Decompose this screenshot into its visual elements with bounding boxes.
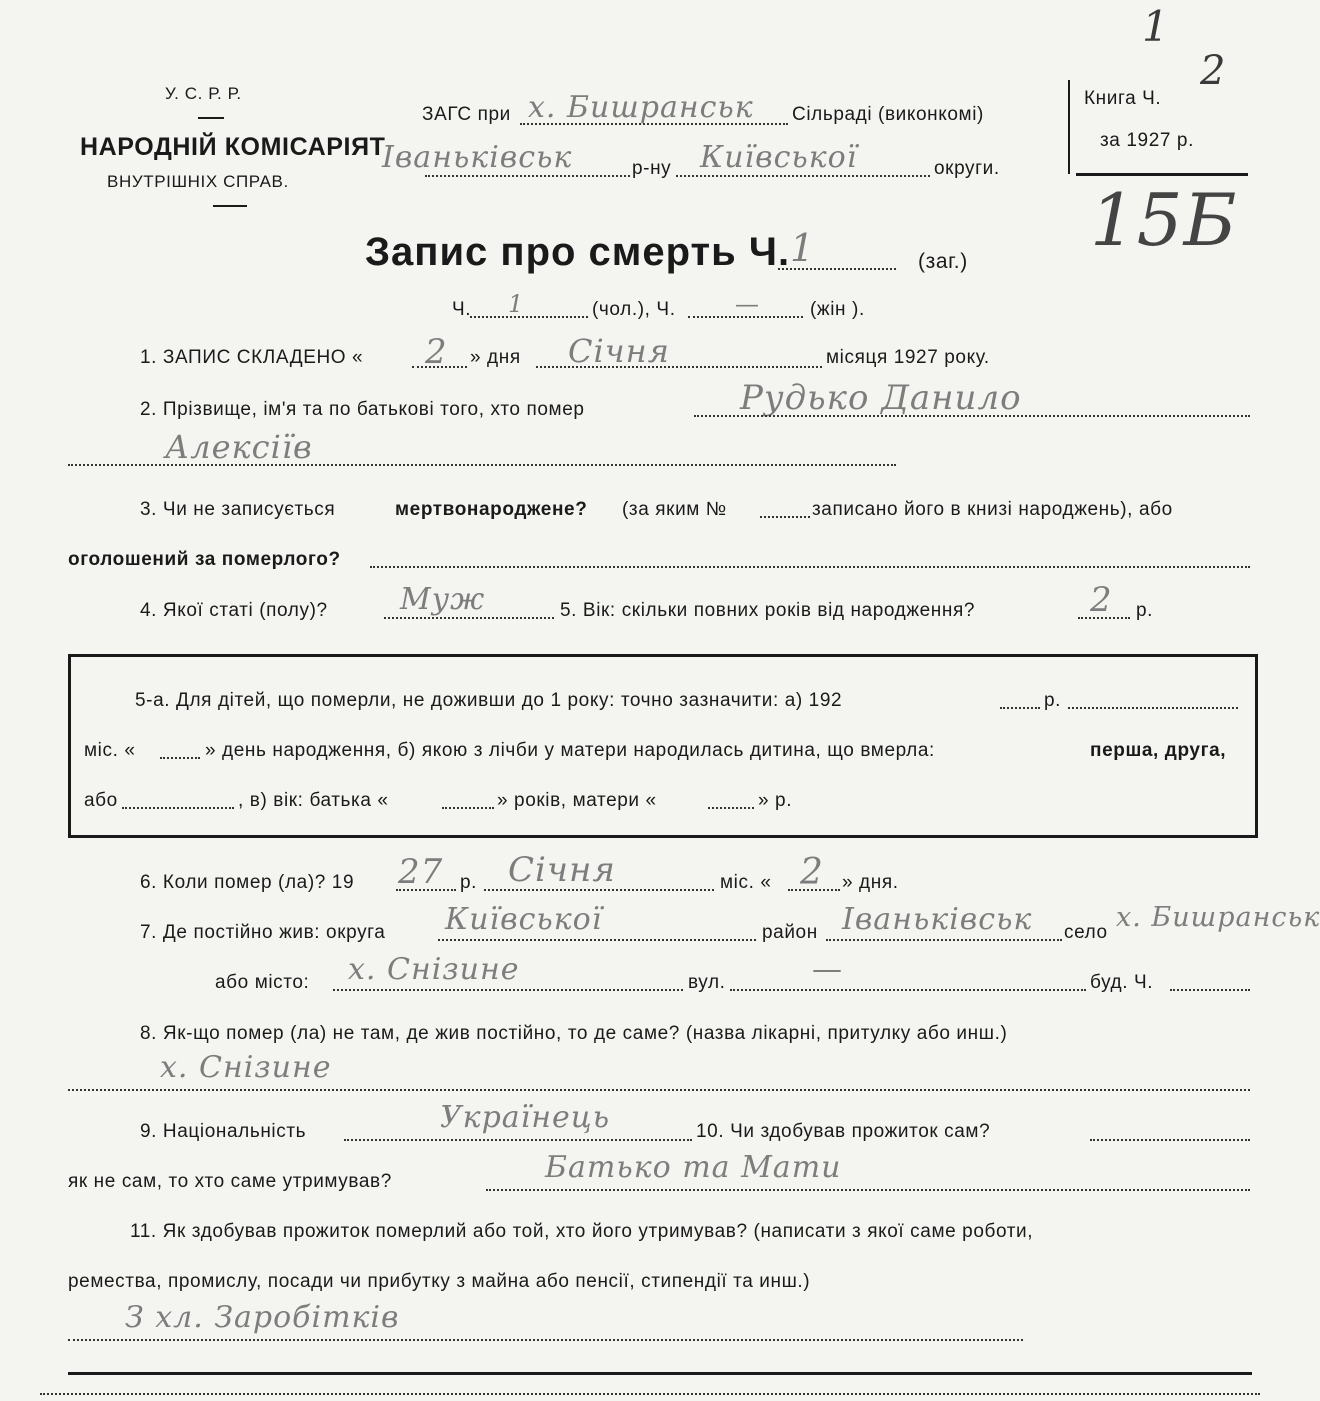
item6-a: 6. Коли помер (ла)? 19: [140, 872, 355, 893]
zag-label: (заг.): [918, 250, 968, 273]
item5a-mother-line: [708, 807, 754, 809]
item2-patronymic-handwriting: Алексіїв: [165, 428, 313, 466]
zags-prefix: ЗАГС при: [422, 104, 511, 125]
item6-b: р.: [460, 872, 478, 893]
item6-d: » дня.: [842, 872, 899, 893]
item4-line: [384, 617, 554, 619]
book-year: за 1927 р.: [1100, 130, 1194, 151]
okrug-line: [676, 175, 930, 177]
item7-okrug-handwriting: Київської: [445, 902, 603, 937]
ussr-label: У. С. Р. Р.: [165, 84, 242, 103]
item7-okrug-line: [438, 939, 756, 941]
item1-mid: » дня: [470, 347, 521, 368]
item4-handwriting: Муж: [400, 582, 486, 617]
item3-d: записано його в книзі народжень), або: [812, 499, 1173, 520]
item10-label: 10. Чи здобував прожиток сам?: [696, 1121, 991, 1142]
item5a-line2-b: » день народження, б) якою з лічби у матери народилась дитина, що вмерла:: [205, 740, 935, 761]
item7-a: 7. Де постійно жив: округа: [140, 922, 386, 943]
item11-line1: 11. Як здобував прожиток померлий або той, хто його утримував? (написати з якої саме роботи,: [130, 1221, 1034, 1242]
item8-label: 8. Як-що помер (ла) не там, де жив постійно, то де саме? (назва лікарні, притулку або инш.): [140, 1023, 1008, 1044]
item7-b: район: [762, 922, 818, 943]
item6-day-handwriting: 2: [800, 852, 824, 893]
okrug-handwriting: Київської: [700, 140, 858, 175]
book-number-handwriting: 2: [1200, 48, 1227, 94]
book-box-bottom: [1076, 173, 1248, 176]
item7-vul-line: [730, 989, 1086, 991]
zhin-handwriting: —: [735, 290, 760, 318]
zhin-label: (жін ).: [810, 299, 865, 320]
item10b-label: як не сам, то хто саме утримував?: [68, 1171, 392, 1192]
rnu-label: р-ну: [632, 158, 672, 179]
item6-month-line: [484, 889, 714, 891]
ch1-label: Ч.: [452, 299, 472, 320]
item6-year-handwriting: 27: [398, 852, 444, 892]
item7-rayon-line: [826, 939, 1062, 941]
book-label: Книга Ч.: [1084, 88, 1162, 109]
chol-label: (чол.), Ч.: [592, 299, 676, 320]
item5a-tail-line: [1068, 707, 1238, 709]
zags-handwriting: х. Бишранськ: [528, 90, 754, 125]
item5a-line2-a: міс. «: [84, 740, 136, 761]
item1-month-line: [536, 366, 822, 368]
item6-month-handwriting: Січня: [508, 850, 616, 890]
item3-a: 3. Чи не записується: [140, 499, 336, 520]
item11-handwriting: З хл. Заробітків: [125, 1300, 400, 1335]
item5a-or-line: [122, 807, 234, 809]
item7-misto-handwriting: х. Снізине: [348, 952, 520, 987]
item5a-year-line: [1000, 707, 1040, 709]
item8-line: [68, 1089, 1250, 1091]
item10b-handwriting: Батько та Мати: [545, 1150, 842, 1185]
item6-day-line: [788, 889, 840, 891]
item11-line2: ремества, промислу, посади чи прибутку з майна або пенсії, стипендії та инш.): [68, 1271, 811, 1292]
item9-handwriting: Українець: [440, 1100, 611, 1135]
item5a-line3-c: » років, матери «: [497, 790, 657, 811]
item5-label: 5. Вік: скільки повних років від народження?: [560, 600, 976, 621]
rayon-handwriting: Іваньківськ: [382, 140, 573, 175]
internal-affairs-label: ВНУТРІШНІХ СПРАВ.: [107, 172, 289, 191]
item2-label: 2. Прізвище, ім'я та по батькові того, хто помер: [140, 399, 585, 420]
chol-line: [470, 316, 588, 318]
item5a-line2-c: перша, друга,: [1090, 740, 1227, 761]
corner-mark-handwriting: 1: [1142, 2, 1170, 51]
item5a-line1-end: р.: [1044, 690, 1062, 711]
bottom-rule: [68, 1372, 1252, 1375]
item5a-line1: 5-а. Для дітей, що померли, не доживши до 1 року: точно зазначити: а) 192: [135, 690, 843, 711]
item7-e: вул.: [688, 972, 726, 993]
item7-vul-handwriting: —: [812, 952, 843, 987]
item3-c: (за яким №: [622, 499, 727, 520]
item9-label: 9. Національність: [140, 1121, 307, 1142]
record-number-line: [778, 268, 896, 270]
item2-patronymic-line: [68, 464, 896, 466]
item1-day-handwriting: 2: [425, 332, 448, 372]
corner-number-handwriting: 15Б: [1090, 178, 1238, 262]
item11-line: [68, 1339, 1023, 1341]
zhin-line: [688, 316, 803, 318]
item5a-line3-d: » р.: [758, 790, 793, 811]
item1-prefix: 1. ЗАПИС СКЛАДЕНО «: [140, 347, 364, 368]
item7-c: село: [1064, 922, 1108, 943]
okrugy-label: округи.: [934, 158, 1000, 179]
item6-year-line: [396, 889, 456, 891]
item1-month-handwriting: Січня: [568, 332, 670, 370]
item4-label: 4. Якої статі (полу)?: [140, 600, 328, 621]
item5a-month-line: [160, 757, 200, 759]
item7-f: буд. Ч.: [1090, 972, 1154, 993]
item7-selo-handwriting: х. Бишранськ: [1116, 902, 1320, 933]
item2-name-line: [694, 415, 1250, 417]
item5-unit: р.: [1136, 600, 1154, 621]
item2-name-handwriting: Рудько Данило: [740, 378, 1022, 418]
item9-line: [344, 1139, 692, 1141]
rayon-line: [425, 175, 630, 177]
item5a-line3-a: або: [84, 790, 118, 811]
record-number-handwriting: 1: [790, 226, 816, 270]
divider: [198, 117, 224, 119]
item7-bud-line: [1170, 989, 1250, 991]
item7-rayon-handwriting: Іваньківськ: [842, 902, 1033, 937]
item7-d: або місто:: [215, 972, 310, 993]
item3-e: оголошений за померлого?: [68, 549, 341, 570]
item6-c: міс. «: [720, 872, 772, 893]
item10b-line: [486, 1189, 1250, 1191]
item3-e-line: [370, 566, 1250, 568]
item7-misto-line: [333, 989, 683, 991]
item8-handwriting: х. Снізине: [160, 1050, 332, 1085]
commissariat-title: НАРОДНІЙ КОМІСАРІЯТ: [80, 133, 386, 161]
item5-line: [1078, 617, 1130, 619]
chol-handwriting: 1: [508, 290, 525, 318]
item5a-line3-b: , в) вік: батька «: [238, 790, 389, 811]
item10-line: [1090, 1139, 1250, 1141]
item5a-father-line: [442, 807, 494, 809]
item1-day-line: [412, 366, 467, 368]
item3-number-line: [760, 516, 810, 518]
divider: [213, 205, 247, 207]
bottom-edge-line: [40, 1393, 1260, 1395]
record-title: Запис про смерть Ч.: [365, 230, 791, 274]
item3-b: мертвонароджене?: [395, 499, 588, 520]
item1-suffix: місяця 1927 року.: [826, 347, 990, 368]
item5-handwriting: 2: [1090, 580, 1113, 620]
silradi-label: Сільраді (виконкомі): [792, 104, 984, 125]
